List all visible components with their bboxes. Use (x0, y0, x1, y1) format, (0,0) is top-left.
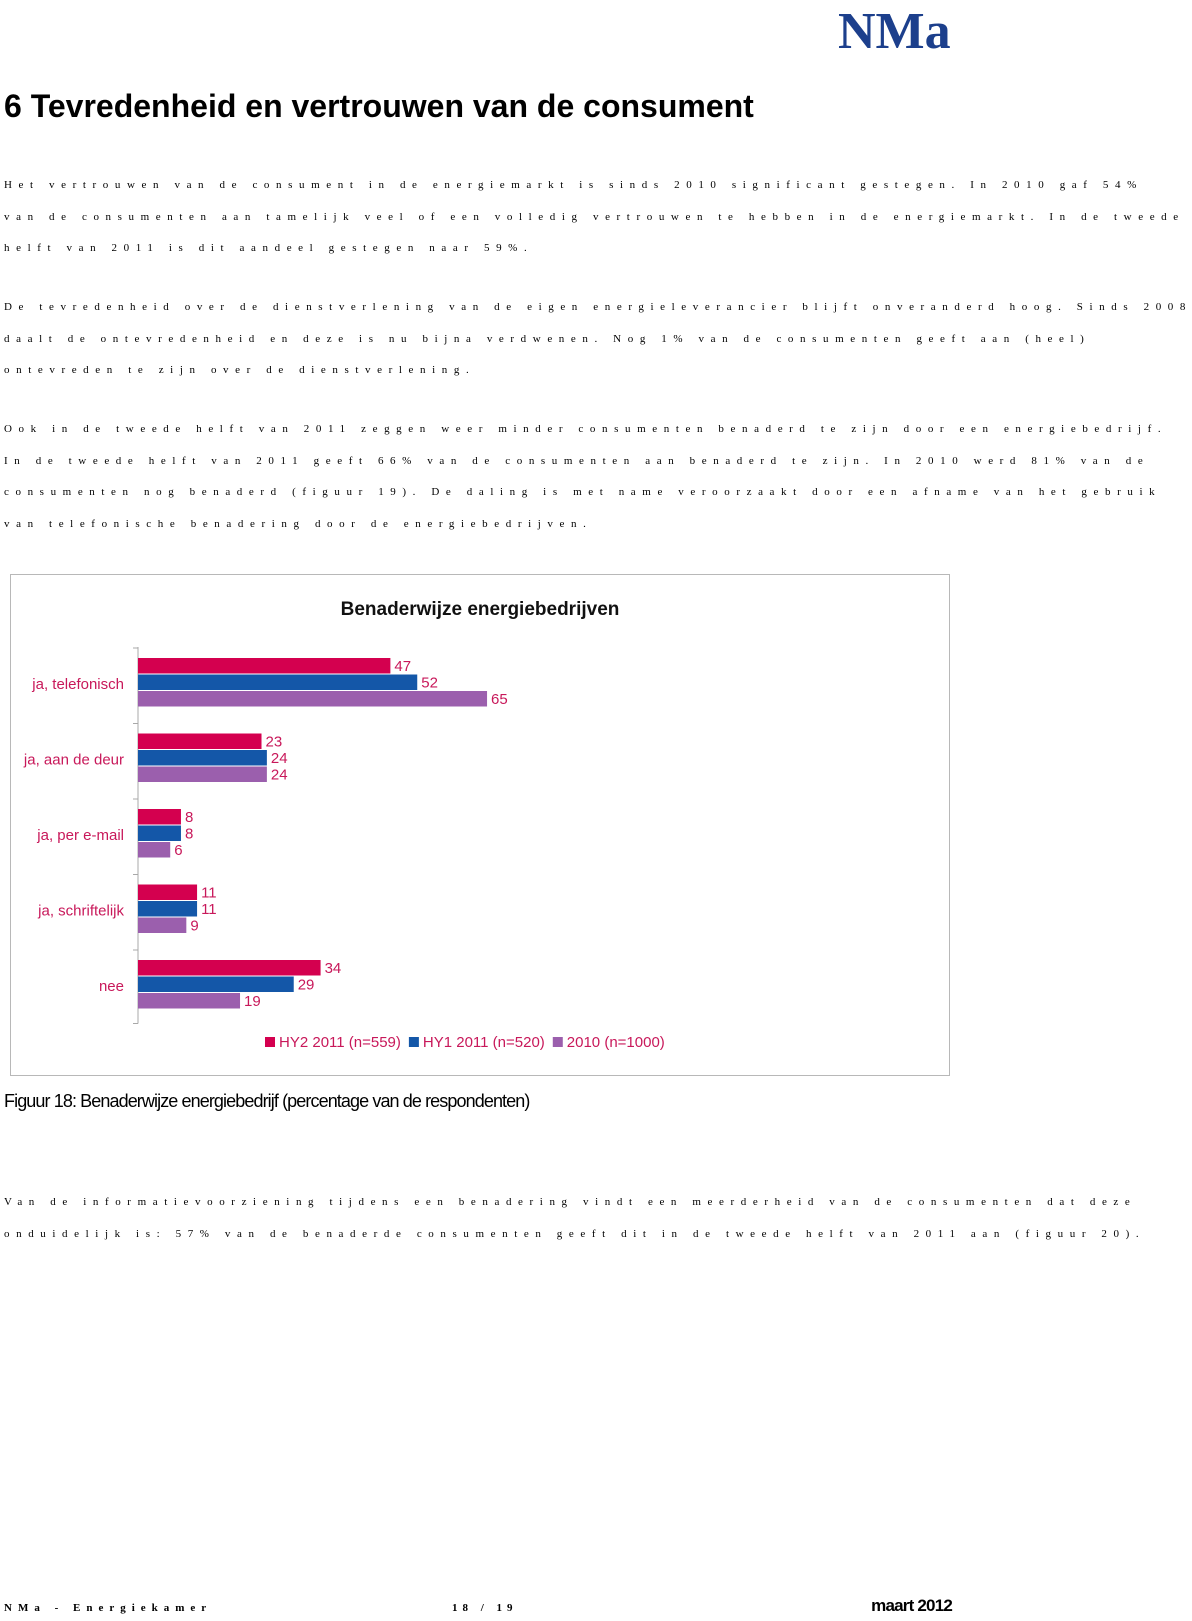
chart-bar (138, 842, 170, 858)
paragraph-line: consumenten nog benaderd (figuur 19). De daling is met name veroorzaakt door een afname van het gebruik (4, 486, 1162, 498)
data-label: 65 (491, 691, 508, 708)
paragraph-line: van de consumenten aan tamelijk veel of een volledig vertrouwen te hebben in de energiemarkt. In de tweede (4, 210, 1185, 223)
y-tick-label: ja, per e-mail (37, 827, 124, 844)
data-label: 47 (394, 658, 412, 675)
chart-bar (138, 826, 181, 842)
paragraph-line: helft van 2011 is dit aandeel gestegen naar 59%. (4, 242, 534, 254)
paragraph-line: onduidelijk is: 57% van de benaderde consumenten geeft dit in de tweede helft van 2011 aan (figuur 20). (4, 1227, 1146, 1240)
legend-swatch (265, 1037, 275, 1047)
paragraph-line: De tevredenheid over de dienstverlening van de eigen energieleverancier blijft onveranderd hoog. Sinds 2008 (4, 301, 1192, 313)
data-label: 29 (297, 976, 315, 994)
paragraph-line: Van de informatievoorziening tijdens een benadering vindt een meerderheid van de consumenten dat deze (4, 1196, 1137, 1208)
chart-svg (11, 575, 949, 1075)
chart-bar (138, 960, 321, 976)
data-label: 24 (270, 750, 288, 767)
paragraph-line: van telefonische benadering door de energiebedrijven. (4, 517, 593, 530)
chart-bar (138, 977, 294, 993)
data-label: 11 (201, 901, 217, 918)
chart-bar (138, 901, 197, 917)
data-label: 52 (421, 674, 438, 692)
data-label: 23 (265, 733, 283, 751)
data-label: 8 (184, 809, 194, 826)
chart-approach-methods (10, 574, 950, 1076)
legend-swatch (553, 1037, 563, 1047)
chart-bar (138, 993, 240, 1009)
legend-label: 2010 (n=1000) (566, 1034, 665, 1051)
chart-bar (138, 734, 262, 750)
footer-date: maart 2012 (871, 1596, 952, 1615)
data-label: 8 (184, 825, 194, 843)
chart-bar (138, 767, 267, 783)
y-tick-label: nee (98, 978, 124, 995)
page-title: 6 Tevredenheid en vertrouwen van de consument (4, 88, 754, 124)
chart-bar (138, 809, 181, 825)
paragraph-information (4, 1187, 1146, 1250)
paragraph-satisfaction (4, 292, 1192, 387)
data-label: 6 (174, 842, 183, 859)
y-tick-label: ja, telefonisch (32, 676, 124, 693)
legend-label: HY2 2011 (n=559) (279, 1034, 401, 1051)
chart-bar (138, 918, 186, 934)
paragraph-line: In de tweede helft van 2011 geeft 66% van de consumenten aan benaderd te zijn. In 2010 werd 81% van de (4, 454, 1150, 467)
logo-text: NMa (838, 3, 951, 60)
y-tick-label: ja, aan de deur (23, 751, 124, 769)
paragraph-approach (4, 414, 1168, 540)
legend-swatch (409, 1037, 419, 1047)
footer-organization: NMa - Energiekamer (4, 1602, 213, 1614)
chart-bar (138, 885, 197, 901)
paragraph-trust (4, 170, 1185, 265)
paragraph-line: Het vertrouwen van de consument in de energiemarkt is sinds 2010 significant gestegen. In 2010 gaf 54% (4, 179, 1143, 191)
y-tick-label: ja, schriftelijk (38, 902, 124, 920)
chart-bar (138, 658, 390, 674)
chart-bar (138, 750, 267, 766)
figure-caption: Figuur 18: Benaderwijze energiebedrijf (percentage van de respondenten) (4, 1091, 530, 1111)
paragraph-line: daalt de ontevredenheid en deze is nu bijna verdwenen. Nog 1% van de consumenten geeft aan (heel) (4, 332, 1091, 345)
legend-label: HY1 2011 (n=520) (422, 1034, 545, 1051)
chart-title: Benaderwijze energiebedrijven (340, 599, 620, 620)
data-label: 9 (190, 917, 199, 935)
chart-bar (138, 675, 417, 691)
footer-page-number: 18 / 19 (452, 1602, 518, 1614)
paragraph-line: ontevreden te zijn over de dienstverlening. (4, 364, 476, 376)
chart-bar (138, 691, 487, 707)
data-label: 34 (324, 960, 342, 977)
data-label: 24 (270, 766, 288, 784)
nma-logo (838, 2, 956, 60)
data-label: 11 (201, 884, 217, 902)
data-label: 19 (244, 993, 261, 1010)
paragraph-line: Ook in de tweede helft van 2011 zeggen weer minder consumenten benaderd te zijn door een energiebedrijf. (4, 423, 1168, 435)
